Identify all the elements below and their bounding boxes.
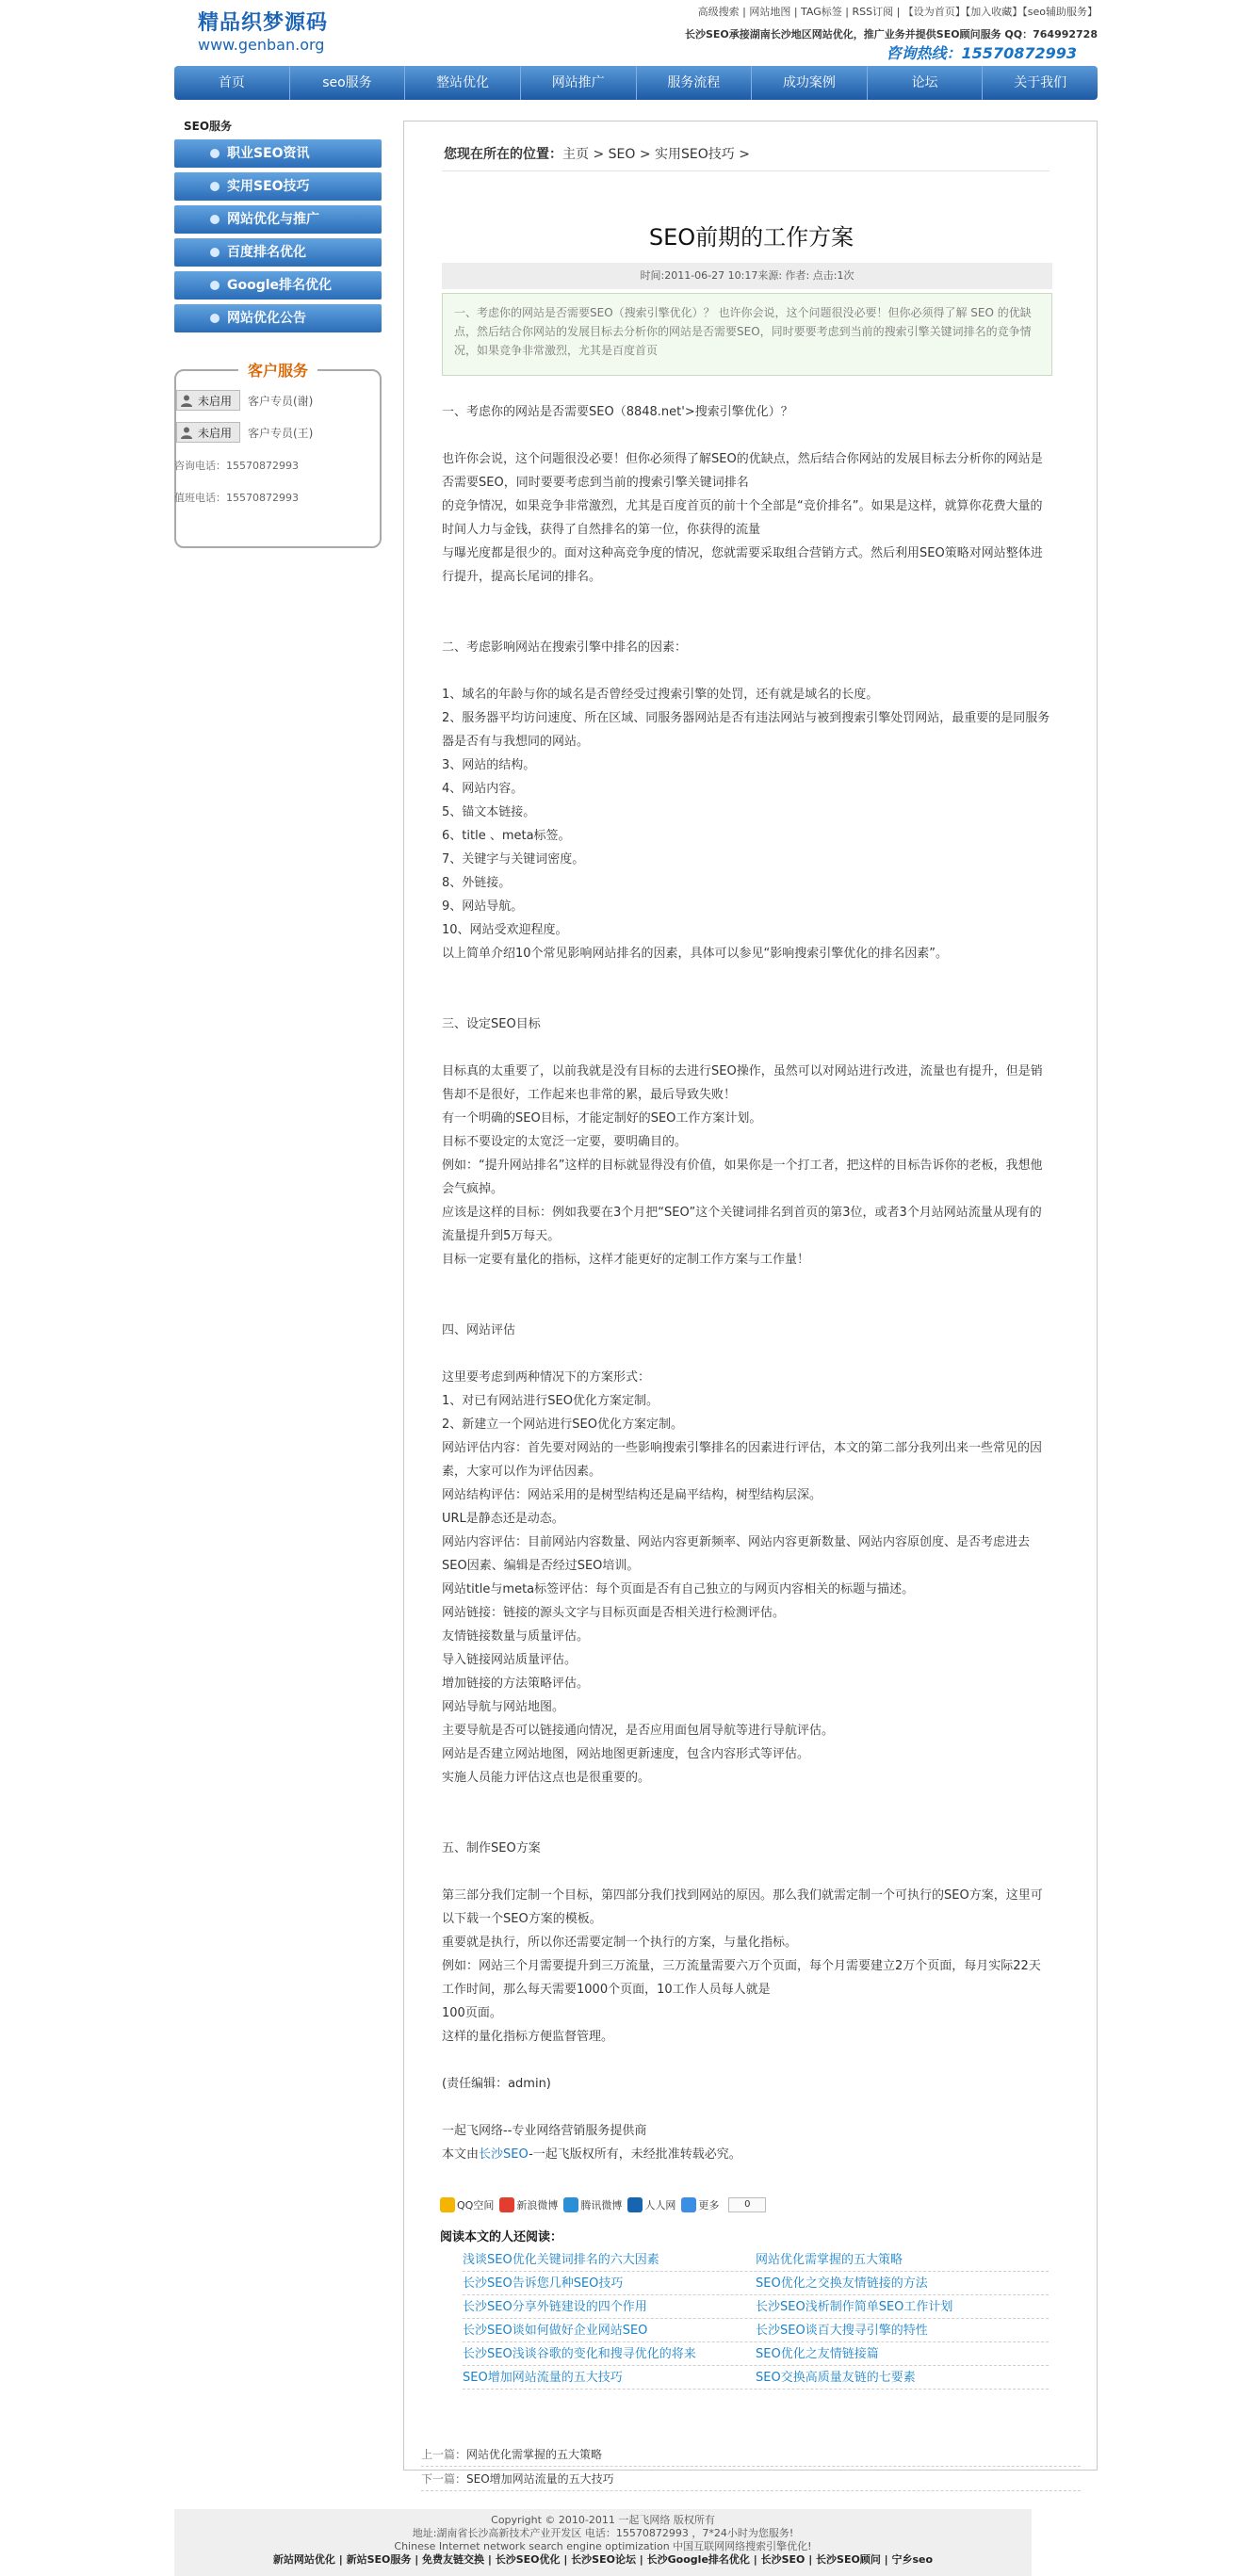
plus-icon <box>681 2197 696 2212</box>
body-paragraph <box>442 612 1052 636</box>
prev-label: 上一篇： <box>421 2448 467 2461</box>
related-link[interactable]: SEO优化之交换友情链接的方法 <box>756 2276 928 2291</box>
body-paragraph: 增加链接的方法策略评估。 <box>442 1677 590 1691</box>
body-paragraph <box>442 659 1052 683</box>
sidebar-item-seo-news[interactable] <box>174 139 382 168</box>
body-paragraph: 目标真的太重要了，以前我就是没有目标的去进行SEO操作，虽然可以对网站进行改进，流量也有提升，但是销售却不是很好，工作起来也非常的累，最后导致失败！ <box>442 1064 1043 1102</box>
tencent-weibo-icon <box>563 2197 578 2212</box>
body-paragraph: 以上简单介绍10个常见影响网站排名的因素，具体可以参见“影响搜索引擎优化的排名因素”。 <box>442 947 949 961</box>
share-label: QQ空间 <box>457 2199 495 2211</box>
bullet-icon <box>210 281 220 290</box>
related-link[interactable]: 长沙SEO分享外链建设的四个作用 <box>463 2300 647 2314</box>
qq-status-badge[interactable] <box>176 390 240 411</box>
body-paragraph: 四、网站评估 <box>442 1323 516 1337</box>
body-paragraph: 4、网站内容。 <box>442 782 524 796</box>
source-prefix: 本文由 <box>442 2147 480 2162</box>
body-paragraph: 也许你会说，这个问题很没必要！但你必须得了解SEO的优缺点，然后结合你网站的发展目标去分析你的网站是否需要SEO，同时要要考虑到当前的搜索引擎关键词排名 <box>442 452 1043 490</box>
source-suffix: -一起飞版权所有，未经批准转载必究。 <box>529 2147 741 2162</box>
related-link[interactable]: SEO优化之友情链接篇 <box>756 2347 879 2361</box>
body-paragraph: 1、域名的年龄与你的域名是否曾经受过搜索引擎的处罚，还有就是域名的长度。 <box>442 688 879 702</box>
badge-label: 未启用 <box>197 427 232 440</box>
body-paragraph: 的竞争情况，如果竞争非常激烈，尤其是百度首页的前十个全部是“竞价排名”。如果是这样，就算你花费大量的时间人力与金钱，获得了自然排名的第一位，你获得的流量 <box>442 499 1043 537</box>
body-paragraph: 二、考虑影响网站在搜索引擎中排名的因素： <box>442 640 688 655</box>
body-paragraph: 例如：“提升网站排名”这样的目标就显得没有价值，如果你是一个打工者，把这样的目标告诉你的老板，我想他会气疯掉。 <box>442 1158 1043 1196</box>
body-paragraph: 有一个明确的SEO目标，才能定制好的SEO工作方案计划。 <box>442 1111 762 1126</box>
share-label: 更多 <box>698 2199 720 2211</box>
breadcrumb <box>444 144 750 163</box>
bullet-icon <box>210 248 220 257</box>
body-paragraph: 网站结构评估：网站采用的是树型结构还是扁平结构，树型结构层深。 <box>442 1488 822 1502</box>
share-tencent-weibo[interactable] <box>563 2197 622 2212</box>
related-link[interactable]: 长沙SEO浅析制作简单SEO工作计划 <box>756 2300 953 2314</box>
next-article <box>421 2467 1081 2491</box>
weibo-icon <box>499 2197 514 2212</box>
body-paragraph <box>442 1295 1052 1319</box>
related-row <box>463 2319 1049 2342</box>
header-tagline: 长沙SEO承接湖南长沙地区网站优化，推广业务并提供SEO顾问服务 QQ：764992728 <box>685 28 1098 41</box>
related-list <box>463 2248 1049 2390</box>
main-content <box>403 121 1098 2486</box>
related-title: 阅读本文的人还阅读： <box>440 2230 563 2244</box>
site-logo[interactable] <box>198 11 328 55</box>
body-paragraph: 一起飞网络--专业网络营销服务提供商 <box>442 2124 647 2138</box>
related-link[interactable]: SEO交换高质量友链的七要素 <box>756 2371 916 2385</box>
body-paragraph: 例如：网站三个月需要提升到三万流量，三万流量需要六万个页面，每个月需要建立2万个页面，每月实际22天工作时间，那么每天需要1000个页面，10工作人员每人就是 <box>442 1959 1041 1997</box>
body-paragraph <box>442 589 1052 612</box>
body-paragraph: 重要就是执行，所以你还需要定制一个执行的方案，与量化指标。 <box>442 1936 798 1950</box>
next-article-link[interactable]: SEO增加网站流量的五大技巧 <box>466 2472 614 2486</box>
sidebar-item-notice[interactable] <box>174 304 382 332</box>
sidebar-item-label: 实用SEO技巧 <box>227 179 310 194</box>
bullet-icon <box>210 314 220 323</box>
article-title: SEO前期的工作方案 <box>648 224 854 251</box>
agent-name: 客户专员(谢) <box>248 395 314 408</box>
prev-next-nav <box>421 2442 1081 2491</box>
body-paragraph: 三、设定SEO目标 <box>442 1017 541 1031</box>
sidebar-item-baidu[interactable] <box>174 238 382 267</box>
related-row <box>463 2248 1049 2272</box>
share-sina-weibo[interactable] <box>499 2197 558 2212</box>
body-paragraph: 5、锚文本链接。 <box>442 805 536 819</box>
qzone-icon <box>440 2197 455 2212</box>
body-paragraph: 网站链接：链接的源头文字与目标页面是否相关进行检测评估。 <box>442 1606 786 1620</box>
related-link[interactable]: SEO增加网站流量的五大技巧 <box>463 2371 623 2385</box>
body-paragraph: 导入链接网站质量评估。 <box>442 1653 578 1667</box>
related-link[interactable]: 长沙SEO谈如何做好企业网站SEO <box>463 2324 648 2338</box>
nav-home[interactable]: 首页 <box>174 66 290 100</box>
related-link[interactable]: 长沙SEO告诉您几种SEO技巧 <box>463 2276 624 2291</box>
bullet-icon <box>210 149 220 158</box>
body-paragraph: 8、外链接。 <box>442 876 512 890</box>
body-paragraph <box>442 1342 1052 1366</box>
breadcrumb-label: 您现在所在的位置： <box>444 147 562 162</box>
related-row <box>463 2272 1049 2295</box>
share-label: 腾讯微博 <box>580 2199 623 2211</box>
body-paragraph: 主要导航是否可以链接通向情况，是否应用面包屑导航等进行导航评估。 <box>442 1724 835 1738</box>
bullet-icon <box>210 215 220 224</box>
site-header <box>174 0 1098 66</box>
prev-article-link[interactable]: 网站优化需掌握的五大策略 <box>466 2448 603 2461</box>
nav-promotion[interactable]: 网站推广 <box>521 66 637 100</box>
cs-agent-row <box>176 422 313 443</box>
customer-service-title: 客户服务 <box>238 359 317 381</box>
body-paragraph: (责任编辑：admin) <box>442 2077 551 2091</box>
person-icon <box>180 394 193 407</box>
logo-title: 精品织梦源码 <box>198 11 329 35</box>
renren-icon <box>627 2197 643 2212</box>
body-paragraph <box>442 1860 1052 1884</box>
main-nav <box>174 66 1098 100</box>
nav-cases[interactable]: 成功案例 <box>752 66 868 100</box>
body-paragraph: 网站导航与网站地图。 <box>442 1700 565 1714</box>
related-link[interactable]: 网站优化需掌握的五大策略 <box>756 2253 903 2267</box>
page-wrapper <box>174 0 1098 2566</box>
body-paragraph: 与曝光度都是很少的。面对这种高竞争度的情况，您就需要采取组合营销方式。然后利用SEO策略对网站整体进行提升，提高长尾词的排名。 <box>442 546 1043 584</box>
body-paragraph: 实施人员能力评估这点也是很重要的。 <box>442 1771 651 1785</box>
nav-about[interactable]: 关于我们 <box>1014 75 1067 90</box>
sidebar-item-seo-tips[interactable] <box>174 172 382 201</box>
footer-links[interactable]: 新站网站优化 | 新站SEO服务 | 免费友链交换 | 长沙SEO优化 | 长沙SEO论坛 | 长沙Google排名优化 | 长沙SEO | 长沙SEO顾问 | 宁乡seo <box>272 2553 934 2566</box>
nav-forum[interactable]: 论坛 <box>868 66 984 100</box>
share-label: 新浪微博 <box>516 2199 559 2211</box>
body-paragraph: 一、考虑你的网站是否需要SEO（8848.net'>搜索引擎优化）？ <box>442 405 793 419</box>
sidebar-title: SEO服务 <box>184 120 233 133</box>
footer-copyright: Copyright © 2010-2011 一起飞网络 版权所有 <box>491 2514 715 2526</box>
hotline: 咨询热线：15570872993 <box>886 44 1077 62</box>
prev-article <box>421 2442 1081 2467</box>
footer-address: 地址:湖南省长沙高新技术产业开发区 电话：15570872993 ，7*24小时为您服务! <box>412 2527 794 2539</box>
related-link[interactable]: 长沙SEO谈百大搜寻引擎的特性 <box>756 2324 928 2338</box>
bullet-icon <box>210 182 220 191</box>
breadcrumb-path[interactable]: 主页 > SEO > 实用SEO技巧 > <box>562 147 750 162</box>
body-paragraph: 7、关键字与关键词密度。 <box>442 852 585 867</box>
nav-process[interactable]: 服务流程 <box>637 66 753 100</box>
body-paragraph: 网站评估内容：首先要对网站的一些影响搜索引擎排名的因素进行评估，本文的第二部分我列出来一些常见的因素，大家可以作为评估因素。 <box>442 1441 1043 1479</box>
body-paragraph <box>442 2096 1052 2119</box>
related-row <box>463 2342 1049 2366</box>
article-meta: 时间:2011-06-27 10:17来源: 作者: 点击:1次 <box>442 263 1052 289</box>
badge-label: 未启用 <box>197 395 232 408</box>
sidebar-item-label: Google排名优化 <box>227 278 333 293</box>
body-paragraph: 1、对已有网站进行SEO优化方案定制。 <box>442 1394 659 1408</box>
person-icon <box>180 426 193 439</box>
body-paragraph <box>442 1036 1052 1060</box>
sidebar-item-label: 网站优化公告 <box>227 311 306 326</box>
article-summary: 一、考虑你的网站是否需要SEO（搜索引擎优化）？ 也许你会说，这个问题很没必要！但你必须得了解 SEO 的优缺点，然后结合你网站的发展目标去分析你的网站是否需要SEO，同时要要考虑到当前的搜索引擎关键词排名的竞争情况，如果竞争非常激烈，尤其是百度首页 <box>442 293 1052 376</box>
related-link[interactable]: 浅谈SEO优化关键词排名的六大因素 <box>463 2253 659 2267</box>
body-paragraph <box>442 1813 1052 1837</box>
body-paragraph: 网站title与meta标签评估：每个页面是否有自己独立的与网页内容相关的标题与描述。 <box>442 1582 915 1596</box>
sidebar-item-label: 百度排名优化 <box>227 245 306 260</box>
body-paragraph: 10、网站受欢迎程度。 <box>442 923 568 937</box>
body-paragraph: 这样的量化指标方便监督管理。 <box>442 2030 614 2044</box>
body-paragraph: 目标不要设定的太宽泛一定要，要明确目的。 <box>442 1135 688 1149</box>
consult-phone: 咨询电话：15570872993 <box>174 460 299 472</box>
sidebar-item-label: 网站优化与推广 <box>227 212 319 227</box>
source-line <box>442 2143 1052 2166</box>
nav-seo-service[interactable]: seo服务 <box>290 66 406 100</box>
body-paragraph: 网站内容评估：目前网站内容数量、网站内容更新频率、网站内容更新数量、网站内容原创度、是否考虑进去SEO因素、编辑是否经过SEO培训。 <box>442 1535 1031 1573</box>
sidebar-item-label: 职业SEO资讯 <box>227 146 310 161</box>
share-bar <box>440 2194 766 2216</box>
body-paragraph <box>442 424 1052 447</box>
sidebar-item-google[interactable] <box>174 271 382 300</box>
body-paragraph <box>442 1272 1052 1295</box>
sidebar-item-optimization[interactable] <box>174 205 382 234</box>
divider <box>442 170 1050 171</box>
body-paragraph: 2、新建立一个网站进行SEO优化方案定制。 <box>442 1418 683 1432</box>
body-paragraph <box>442 1790 1052 1813</box>
share-count: 0 <box>728 2197 766 2212</box>
body-paragraph: 友情链接数量与质量评估。 <box>442 1629 590 1644</box>
body-paragraph: 目标一定要有量化的指标，这样才能更好的定制工作方案与工作量！ <box>442 1253 810 1267</box>
body-paragraph: 网站是否建立网站地图，网站地图更新速度，包含内容形式等评估。 <box>442 1747 810 1761</box>
customer-service-box <box>174 362 382 548</box>
body-paragraph: 9、网站导航。 <box>442 899 524 914</box>
body-paragraph: 应该是这样的目标：例如我要在3个月把“SEO”这个关键词排名到首页的第3位，或者3个月站网站流量从现有的流量提升到5万每天。 <box>442 1206 1042 1243</box>
related-link[interactable]: 长沙SEO浅谈谷歌的变化和搜寻优化的将来 <box>463 2347 696 2361</box>
nav-site-optimization[interactable]: 整站优化 <box>405 66 521 100</box>
body-paragraph: 3、网站的结构。 <box>442 758 536 772</box>
footer-slogan: Chinese Internet network search engine optimization 中国互联网网络搜索引擎优化! <box>394 2540 812 2552</box>
body-paragraph: URL是静态还是动态。 <box>442 1512 564 1526</box>
sidebar <box>174 113 382 504</box>
related-row <box>463 2295 1049 2319</box>
top-utility-links[interactable]: 高级搜索 | 网站地图 | TAG标签 | RSS订阅 | 【设为首页】【加入收藏】【seo辅助服务】 <box>697 6 1098 18</box>
site-footer <box>174 2509 1032 2576</box>
qq-status-badge[interactable] <box>176 422 240 443</box>
body-paragraph: 100页面。 <box>442 2006 502 2020</box>
body-paragraph <box>442 989 1052 1013</box>
next-label: 下一篇： <box>421 2472 467 2486</box>
body-paragraph: 2、服务器平均访问速度、所在区域、同服务器网站是否有违法网站与被到搜索引擎处罚网站，最重要的是同服务器是否有与我想同的网站。 <box>442 711 1050 749</box>
share-label: 人人网 <box>644 2199 676 2211</box>
cs-agent-row <box>176 390 313 411</box>
article-body <box>442 400 1052 2166</box>
body-paragraph <box>442 965 1052 989</box>
share-more[interactable] <box>681 2197 719 2212</box>
related-row <box>463 2366 1049 2390</box>
body-paragraph: 五、制作SEO方案 <box>442 1841 541 1855</box>
share-qzone[interactable] <box>440 2197 494 2212</box>
body-paragraph: 这里要考虑到两种情况下的方案形式： <box>442 1370 651 1385</box>
body-paragraph <box>442 2049 1052 2072</box>
duty-phone: 值班电话：15570872993 <box>174 492 299 504</box>
body-paragraph: 第三部分我们定制一个目标，第四部分我们找到网站的原因。那么我们就需定制一个可执行的SEO方案，这里可以下载一个SEO方案的模板。 <box>442 1888 1043 1926</box>
body-paragraph: 6、title 、meta标签。 <box>442 829 571 843</box>
share-renren[interactable] <box>627 2197 675 2212</box>
agent-name: 客户专员(王) <box>248 427 314 440</box>
source-link[interactable]: 长沙SEO <box>479 2147 529 2162</box>
logo-url: www.genban.org <box>198 36 325 54</box>
